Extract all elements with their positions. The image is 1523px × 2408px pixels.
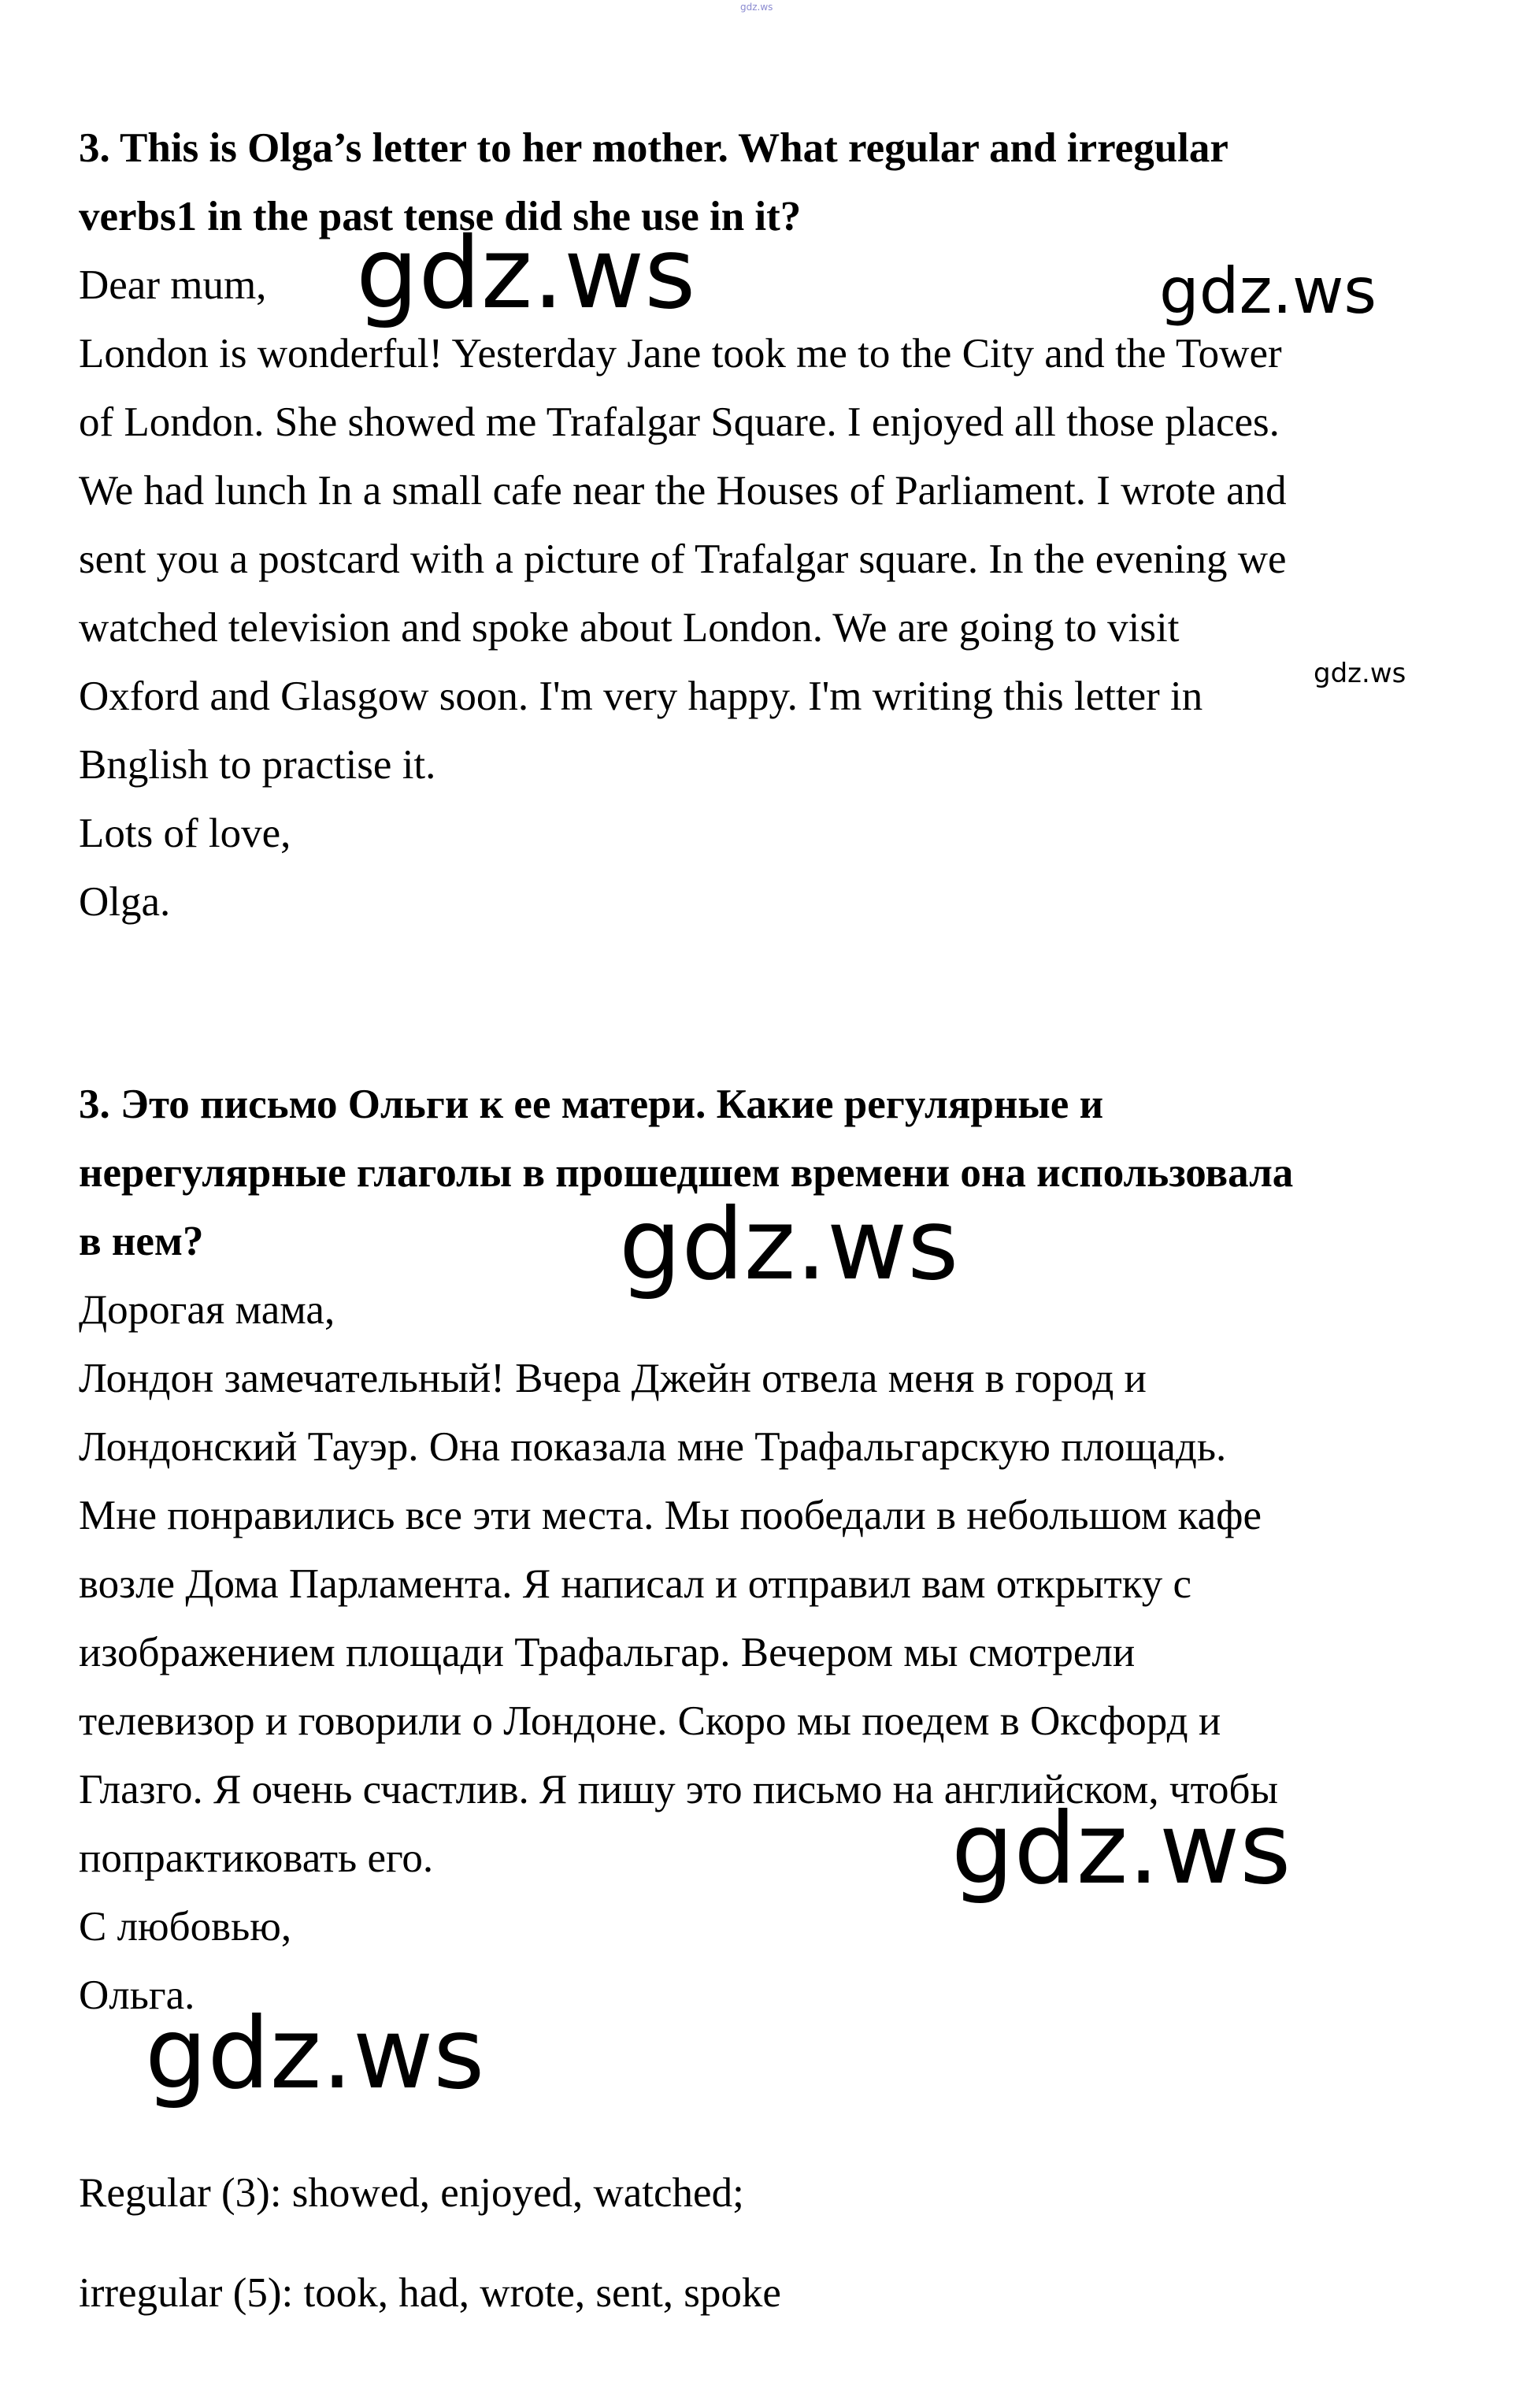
translation-closing: С любовью, [79,1904,292,1950]
translation-line: Лондон замечательный! Вчера Джейн отвела меня в город и [79,1356,1147,1401]
letter-line: Bnglish to practise it. [79,742,436,788]
translation-line: возле Дома Парламента. Я написал и отправил вам открытку с [79,1561,1192,1607]
letter-line: watched television and spoke about London. We are going to visit [79,605,1180,651]
translation-line: Глазго. Я очень счастлив. Я пишу это письмо на английском, чтобы [79,1767,1279,1812]
watermark-5: gdz.ws [951,1792,1291,1906]
watermark-2: gdz.ws [1159,254,1377,328]
translation-greeting: Дорогая мама, [79,1287,335,1333]
translation-signature: Ольга. [79,1972,195,2018]
answer-irregular: irregular (5): took, had, wrote, sent, spoke [79,2270,781,2316]
letter-line: Oxford and Glasgow soon. I'm very happy. I'm writing this letter in [79,673,1203,719]
answer-regular: Regular (3): showed, enjoyed, watched; [79,2170,744,2216]
letter-line: sent you a postcard with a picture of Trafalgar square. In the evening we [79,536,1287,582]
translation-line: попрактиковать его. [79,1835,434,1881]
translation-line: Мне понравились все эти места. Мы пообедали в небольшом кафе [79,1493,1262,1538]
watermark-4: gdz.ws [619,1188,959,1302]
letter-line: We had lunch In a small cafe near the Houses of Parliament. I wrote and [79,468,1287,514]
watermark-1: gdz.ws [356,217,696,331]
translation-line: телевизор и говорили о Лондоне. Скоро мы поедем в Оксфорд и [79,1698,1221,1744]
russian-heading-line-2: нерегулярные глаголы в прошедшем времени она использовала [79,1150,1294,1196]
russian-heading-line-3: в нем? [79,1219,204,1264]
english-heading-line-1: 3. This is Olga’s letter to her mother. What regular and irregular [79,125,1228,171]
translation-line: изображением площади Трафальгар. Вечером мы смотрели [79,1630,1136,1675]
letter-greeting: Dear mum, [79,262,267,308]
english-heading-line-2: verbs1 in the past tense did she use in it? [79,194,802,239]
watermark-6: gdz.ws [145,1997,485,2111]
letter-signature: Olga. [79,879,171,925]
letter-line: of London. She showed me Trafalgar Square. I enjoyed all those places. [79,399,1280,445]
letter-line: London is wonderful! Yesterday Jane took me to the City and the Tower [79,331,1282,377]
watermark-3: gdz.ws [1314,658,1406,689]
letter-closing: Lots of love, [79,811,291,856]
watermark-top: gdz.ws [740,2,773,13]
russian-heading-line-1: 3. Это письмо Ольги к ее матери. Какие регулярные и [79,1082,1104,1127]
translation-line: Лондонский Тауэр. Она показала мне Трафальгарскую площадь. [79,1424,1227,1470]
